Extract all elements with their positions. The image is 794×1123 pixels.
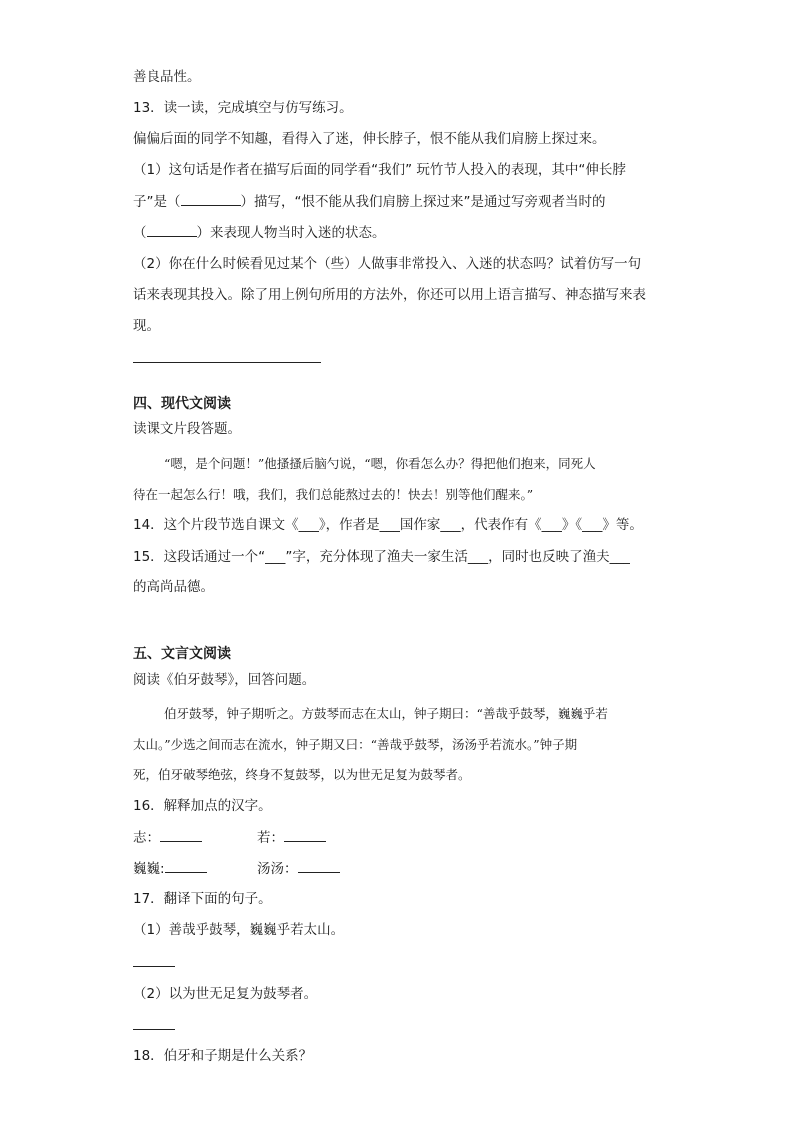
question-13-part1-line2	[133, 192, 606, 211]
fill-blank[interactable]	[298, 859, 340, 873]
text: （	[133, 225, 147, 241]
word-label: 若：	[257, 830, 284, 846]
answer-line[interactable]	[133, 362, 321, 363]
question-17-part1: （1）善哉乎鼓琴，巍巍乎若太山。	[133, 922, 345, 938]
passage-line: 待在一起怎么行！哦，我们，我们总能熬过去的！快去！别等他们醒来。”	[133, 487, 534, 502]
question-16-row1	[133, 828, 202, 847]
section-4-intro: 读课文片段答题。	[133, 421, 241, 437]
fill-blank[interactable]	[181, 192, 241, 206]
question-13-part2-line3: 现。	[133, 318, 160, 334]
classical-text-line: 死，伯牙破琴绝弦，终身不复鼓琴，以为世无足复为鼓琴者。	[133, 767, 471, 782]
question-17: 17．翻译下面的句子。	[133, 891, 272, 907]
answer-line[interactable]	[133, 1029, 175, 1030]
question-16-row1b	[257, 828, 326, 847]
text: 子”是（	[133, 194, 181, 210]
question-13-part2-line2: 话来表现其投入。除了用上例句所用的方法外，你还可以用上语言描写、神态描写来表	[133, 287, 646, 303]
classical-text-line: 伯牙鼓琴，钟子期听之。方鼓琴而志在太山，钟子期曰：“善哉乎鼓琴，巍巍乎若	[164, 706, 608, 721]
classical-text-line: 太山。”少选之间而志在流水，钟子期又曰：“善哉乎鼓琴，汤汤乎若流水。”钟子期	[133, 737, 578, 752]
word-label: 汤汤：	[257, 861, 298, 877]
section-4-heading: 四、现代文阅读	[133, 396, 231, 412]
question-14: 14．这个片段节选自课文《___》，作者是___国作家___，代表作有《___》《___》等。	[133, 517, 643, 533]
section-5-heading: 五、文言文阅读	[133, 646, 231, 662]
question-16-row2b	[257, 859, 340, 878]
question-17-part2: （2）以为世无足复为鼓琴者。	[133, 986, 318, 1002]
text: ）描写，“恨不能从我们肩膀上探过来”是通过写旁观者当时的	[240, 194, 606, 210]
question-13-part1-line1: （1）这句话是作者在描写后面的同学看“我们” 玩竹节人投入的表现，其中“伸长脖	[133, 162, 626, 178]
question-18: 18．伯牙和子期是什么关系？	[133, 1048, 313, 1064]
question-13-sentence: 偏偏后面的同学不知趣，看得入了迷，伸长脖子，恨不能从我们肩膀上探过来。	[133, 131, 606, 147]
question-12-tail: 善良品性。	[133, 69, 201, 85]
answer-line[interactable]	[133, 966, 175, 967]
question-16: 16．解释加点的汉字。	[133, 798, 272, 814]
question-15-line2: 的高尚品德。	[133, 579, 214, 595]
question-13-part1-line3	[133, 223, 386, 242]
section-5-intro: 阅读《伯牙鼓琴》，回答问题。	[133, 672, 316, 688]
word-label: 巍巍:	[133, 861, 165, 877]
fill-blank[interactable]	[160, 828, 202, 842]
question-16-row2	[133, 859, 207, 878]
passage-line: “嗯，是个问题！”他搔搔后脑勺说，“嗯，你看怎么办？得把他们抱来，同死人	[164, 456, 596, 471]
word-label: 志：	[133, 830, 160, 846]
question-13-part2-line1: （2）你在什么时候看见过某个（些）人做事非常投入、入迷的状态吗？试着仿写一句	[133, 256, 642, 272]
fill-blank[interactable]	[147, 223, 197, 237]
question-15-line1: 15．这段话通过一个“___”字，充分体现了渔夫一家生活___，同时也反映了渔夫___	[133, 549, 630, 565]
question-13-title: 13．读一读，完成填空与仿写练习。	[133, 100, 353, 116]
fill-blank[interactable]	[284, 828, 326, 842]
fill-blank[interactable]	[165, 859, 207, 873]
text: ）来表现人物当时入迷的状态。	[196, 225, 386, 241]
